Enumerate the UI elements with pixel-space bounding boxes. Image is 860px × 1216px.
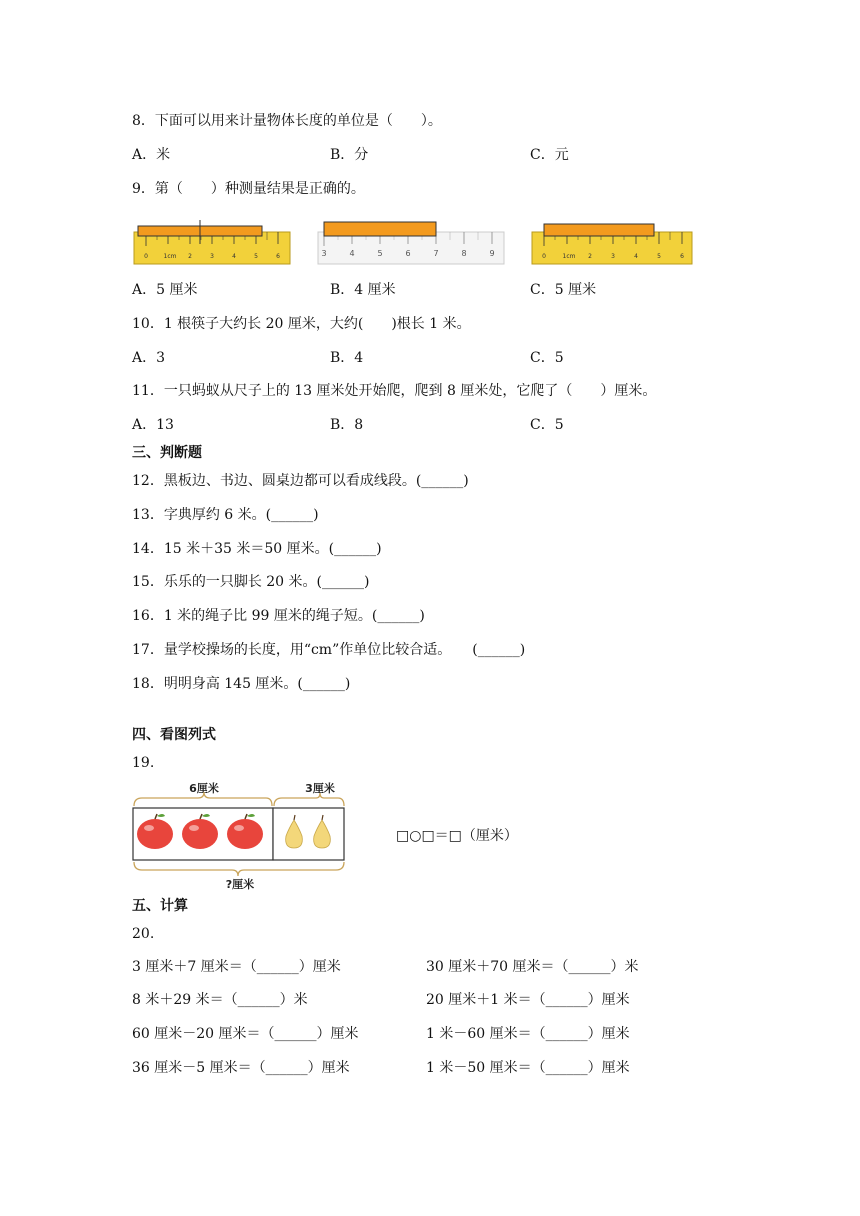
calc-item[interactable]: 3 厘米＋7 厘米＝（______）厘米	[132, 959, 341, 975]
section-title-picture: 四、看图列式	[132, 727, 216, 743]
q11-option-a[interactable]: A．13	[132, 417, 174, 433]
tick-label: 4	[349, 249, 355, 258]
q10-stem: 10．1 根筷子大约长 20 厘米，大约( )根长 1 米。	[132, 316, 471, 332]
tick-label: 6	[405, 249, 411, 258]
measured-bar	[324, 222, 436, 236]
measured-bar	[544, 224, 654, 236]
left-length-label: 6厘米	[189, 782, 219, 795]
ruler-figure-c	[530, 214, 694, 268]
calc-item[interactable]: 8 米＋29 米＝（______）米	[132, 992, 308, 1008]
q8-option-a[interactable]: A．米	[132, 147, 171, 163]
q11-stem: 11．一只蚂蚁从尺子上的 13 厘米处开始爬，爬到 8 厘米处，它爬了（ ）厘米。	[132, 383, 657, 399]
q9-option-c[interactable]: C．5 厘米	[530, 282, 597, 298]
tick-label: 3	[321, 249, 327, 258]
tick-label: 9	[489, 249, 495, 258]
tick-label: 6	[276, 253, 280, 260]
section-title-calc: 五、计算	[132, 898, 188, 914]
q10-option-c[interactable]: C．5	[530, 350, 564, 366]
judgment-item: 17．量学校操场的长度，用“cm”作单位比较合适。 (______)	[132, 642, 526, 658]
ruler-figure-b	[316, 214, 506, 268]
calc-item[interactable]: 1 米－50 厘米＝（______）厘米	[426, 1060, 630, 1076]
q8-stem: 8．下面可以用来计量物体长度的单位是（ ）。	[132, 113, 442, 129]
tick-label: 2	[588, 253, 592, 260]
question-number-19: 19.	[132, 755, 155, 771]
fruit-figure	[128, 776, 348, 894]
tick-label: 8	[461, 249, 467, 258]
calc-item[interactable]: 30 厘米＋70 厘米＝（______）米	[426, 959, 639, 975]
q9-stem: 9．第（ ）种测量结果是正确的。	[132, 181, 365, 197]
tick-label: 4	[634, 253, 638, 260]
tick-label: 3	[210, 253, 214, 260]
tick-label: 2	[188, 253, 192, 260]
q10-option-b[interactable]: B．4	[330, 350, 364, 366]
formula-blank[interactable]: □○□＝□（厘米）	[396, 828, 518, 844]
q11-option-c[interactable]: C．5	[530, 417, 564, 433]
q11-option-b[interactable]: B．8	[330, 417, 364, 433]
tick-label: 1cm	[562, 253, 576, 260]
q10-option-a[interactable]: A．3	[132, 350, 166, 366]
judgment-item: 16．1 米的绳子比 99 厘米的绳子短。(______)	[132, 608, 425, 624]
tick-label: 7	[433, 249, 439, 258]
right-length-label: 3厘米	[305, 782, 335, 795]
tick-label: 0	[542, 253, 546, 260]
calc-item[interactable]: 60 厘米－20 厘米＝（______）厘米	[132, 1026, 359, 1042]
judgment-item: 18．明明身高 145 厘米。(______)	[132, 676, 351, 692]
section-title-judgment: 三、判断题	[132, 445, 202, 461]
tick-label: 4	[232, 253, 236, 260]
ruler-figure-a	[132, 214, 292, 268]
q9-option-b[interactable]: B．4 厘米	[330, 282, 396, 298]
q9-option-a[interactable]: A．5 厘米	[132, 282, 198, 298]
tick-label: 1cm	[163, 253, 177, 260]
judgment-item: 12．黑板边、书边、圆桌边都可以看成线段。(______)	[132, 473, 469, 489]
tick-label: 0	[144, 253, 148, 260]
q8-option-b[interactable]: B．分	[330, 147, 369, 163]
judgment-item: 15．乐乐的一只脚长 20 米。(______)	[132, 574, 370, 590]
question-number-20: 20.	[132, 926, 155, 942]
q8-option-c[interactable]: C．元	[530, 147, 569, 163]
total-length-label: ?厘米	[225, 878, 255, 891]
tick-label: 5	[254, 253, 258, 260]
tick-label: 6	[680, 253, 684, 260]
calc-item[interactable]: 36 厘米－5 厘米＝（______）厘米	[132, 1060, 350, 1076]
judgment-item: 13．字典厚约 6 米。(______)	[132, 507, 319, 523]
calc-item[interactable]: 1 米－60 厘米＝（______）厘米	[426, 1026, 630, 1042]
tick-label: 3	[611, 253, 615, 260]
tick-label: 5	[377, 249, 383, 258]
calc-item[interactable]: 20 厘米＋1 米＝（______）厘米	[426, 992, 630, 1008]
judgment-item: 14．15 米＋35 米＝50 厘米。(______)	[132, 541, 382, 557]
tick-label: 5	[657, 253, 661, 260]
